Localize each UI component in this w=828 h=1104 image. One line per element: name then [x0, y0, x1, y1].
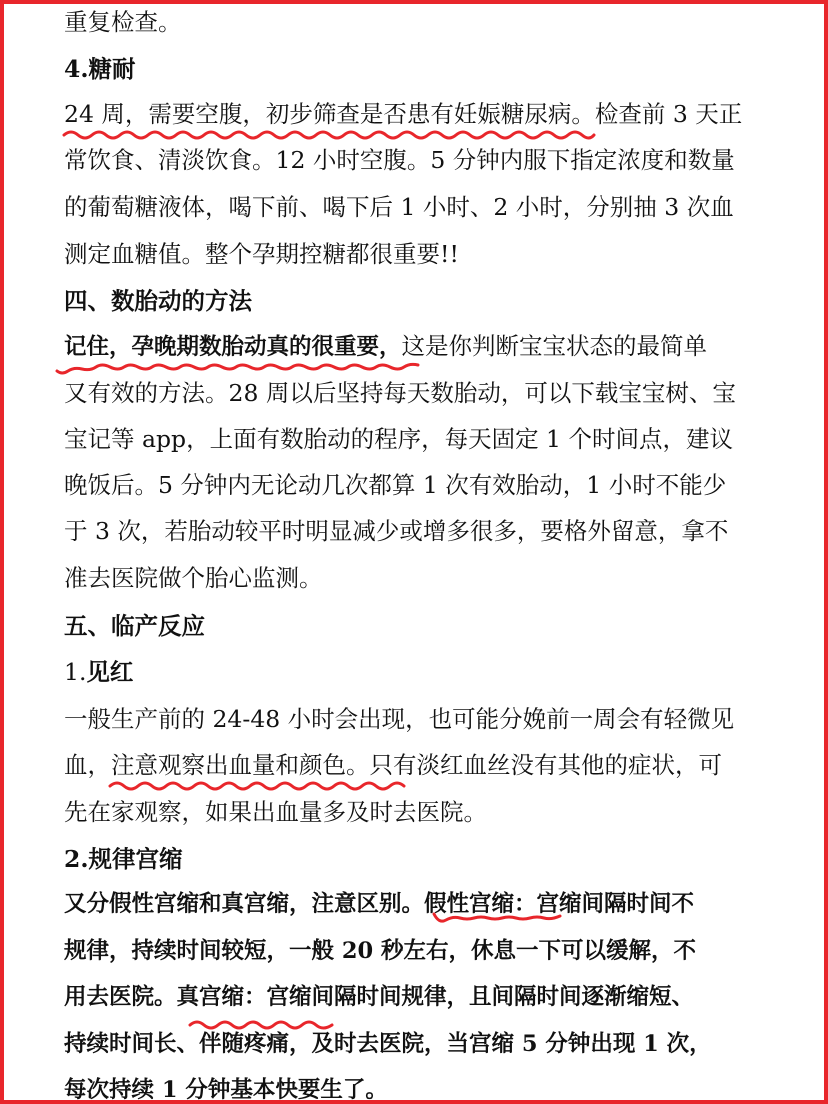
- text-line-bold: 又分假性宫缩和真宫缩，注意区别。假性宫缩：宫缩间隔时间不: [64, 891, 695, 917]
- emphasis-text: 记住，孕晚期数胎动真的很重要，: [64, 334, 402, 360]
- text-line: 血，注意观察出血量和颜色。只有淡红血丝没有其他的症状，可: [64, 751, 722, 779]
- text-line: 重复检查。: [64, 8, 182, 36]
- subheading-regular-contractions: 2.规律宫缩: [64, 845, 183, 873]
- text-line: 又有效的方法。28 周以后坚持每天数胎动，可以下载宝宝树、宝: [64, 379, 736, 407]
- text-line: 测定血糖值。整个孕期控糖都很重要!!: [64, 240, 459, 268]
- wavy-underline-1: [62, 128, 596, 142]
- text-line-bold: 规律，持续时间较短，一般 20 秒左右，休息一下可以缓解，不: [64, 938, 696, 964]
- text-line: 常饮食、清淡饮食。12 小时空腹。5 分钟内服下指定浓度和数量: [64, 146, 735, 174]
- text-line: 准去医院做个胎心监测。: [64, 564, 323, 592]
- subheading-number: 1.: [64, 658, 87, 686]
- text-line: 一般生产前的 24-48 小时会出现，也可能分娩前一周会有轻微见: [64, 705, 735, 733]
- section-heading-glucose-tolerance: 4.糖耐: [64, 55, 136, 83]
- text-line-bold: 持续时间长、伴随疼痛，及时去医院，当宫缩 5 分钟出现 1 次，: [64, 1031, 712, 1057]
- text-line: 晚饭后。5 分钟内无论动几次都算 1 次有效胎动，1 小时不能少: [64, 471, 727, 499]
- wavy-underline-2: [54, 359, 422, 377]
- section-heading-fetal-movement: 四、数胎动的方法: [64, 287, 252, 315]
- text-line-bold: 每次持续 1 分钟基本快要生了。: [64, 1077, 388, 1103]
- section-heading-labor-signs: 五、临产反应: [64, 612, 205, 640]
- text-line: 的葡萄糖液体，喝下前、喝下后 1 小时、2 小时，分别抽 3 次血: [64, 193, 734, 221]
- subheading-bloody-show: [64, 657, 133, 687]
- text-line: 先在家观察，如果出血量多及时去医院。: [64, 798, 487, 826]
- text-line: 宝记等 app，上面有数胎动的程序，每天固定 1 个时间点，建议: [64, 425, 733, 453]
- text-line: 24 周，需要空腹，初步筛查是否患有妊娠糖尿病。检查前 3 天正: [64, 100, 743, 128]
- text-line: 于 3 次，若胎动较平时明显减少或增多很多，要格外留意，拿不: [64, 517, 729, 545]
- text-line-bold: 用去医院。真宫缩：宫缩间隔时间规律，且间隔时间逐渐缩短、: [64, 984, 695, 1010]
- subheading-label: 见红: [86, 658, 134, 686]
- text-span: 这是你判断宝宝状态的最简单: [401, 332, 708, 360]
- wavy-underline-3: [108, 778, 408, 794]
- text-line-emphasis: [64, 331, 707, 361]
